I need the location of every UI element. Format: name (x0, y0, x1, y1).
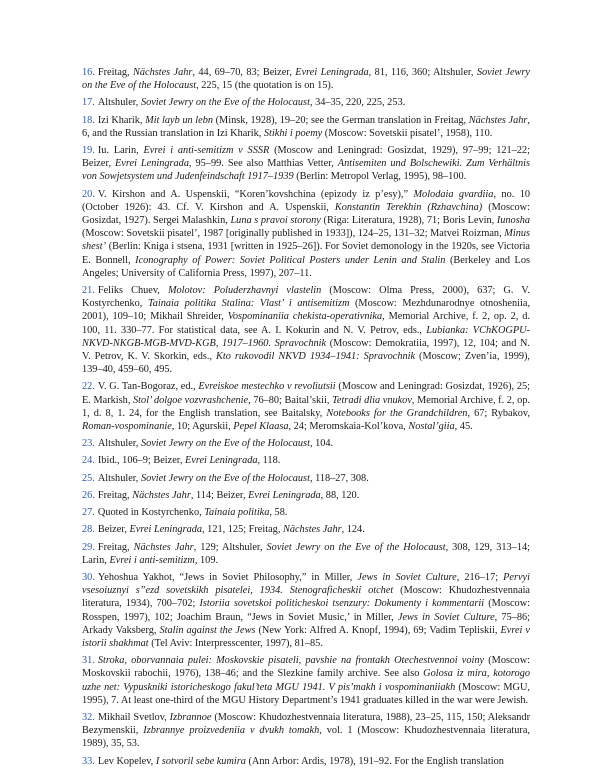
endnote-title-italic: Roman-vospominanie (82, 421, 172, 433)
endnote-text: , 308, 129, 313–14; Larin, (82, 541, 530, 566)
endnote (82, 489, 530, 502)
endnote-text: , 34–35, 220, 225, 253. (309, 97, 406, 109)
endnote-text: , 124. (341, 524, 365, 536)
endnotes-page (82, 66, 530, 772)
endnote-text: , 6, and the Russian translation in Izi Kharik, (82, 114, 530, 139)
endnote-number[interactable]: 21. (82, 285, 95, 297)
endnote-text: Altshuler, (97, 472, 141, 484)
endnote-text: (Moscow: Sovetskii pisatel’, 1958), 110. (322, 127, 493, 139)
endnote-text: , 216–17; (456, 571, 504, 583)
endnote-number[interactable]: 26. (82, 489, 95, 501)
endnote-title-italic: Tainaia politika (204, 507, 270, 519)
endnote (82, 188, 530, 280)
endnote-number[interactable]: 30. (82, 571, 95, 583)
endnote-title-italic: Molotov: Poluderzhavnyi vlastelin (167, 285, 322, 297)
endnote-title-italic: Stroka, oborvannaia pulei: Moskovskie pisateli, pavshie na frontakh Otechestvennoi voiny (97, 655, 485, 667)
endnote (82, 523, 530, 536)
endnote-title-italic: Kto rukovodil NKVD 1934–1941: Spravochnik (216, 351, 416, 363)
endnote-number[interactable]: 33. (82, 755, 95, 767)
endnote-title-italic: Iunosha (496, 215, 531, 227)
endnote-text: Izi Kharik, (97, 114, 146, 126)
endnote (82, 66, 530, 92)
endnote-text: , 109. (194, 554, 219, 566)
endnote-text: , 81, 116, 360; Altshuler, (368, 67, 477, 78)
endnote-text: , 225, 15 (the quotation is on 15). (196, 80, 334, 92)
endnote-text: Feliks Chuev, (97, 285, 168, 297)
endnote-text: (Moscow: Moskovskii rabochii, 1976), 138–46; and the Slezkine family archive. See also (82, 655, 530, 680)
endnote-title-italic: Tetradi dlia vnukov (332, 394, 412, 406)
endnote-number[interactable]: 22. (82, 381, 95, 393)
endnote-text: V. G. Tan-Bogoraz, ed., (97, 381, 199, 393)
endnote (82, 654, 530, 707)
endnote-text: , 114; Beizer, (190, 489, 249, 501)
endnote (82, 454, 530, 467)
endnote (82, 284, 530, 376)
endnote-title-italic: Golosa iz mira, kotorogo uzhe net: Vypuskniki istoricheskogo fakul’teta MGU 1941. V pis’makh i vospominaniiakh (82, 668, 531, 693)
endnote-text: (Berlin: Metropol Verlag, 1995), 98–100. (293, 171, 467, 183)
endnote-title-italic: Notebooks for the Grandchildren (326, 407, 468, 419)
endnote-text: Quoted in Kostyrchenko, (97, 507, 205, 519)
endnote-title-italic: Evrei Leningrada (115, 158, 189, 170)
endnote-text: (Riga: Literatura, 1928), 71; Boris Levin, (320, 215, 497, 227)
endnote-text: (Moscow: Olma Press, 2000), 637; G. V. Kostyrchenko, (82, 285, 530, 310)
endnote-text: (Minsk, 1928), 19–20; see the German translation in Freitag, (213, 114, 469, 126)
endnote-text: (Moscow: Rosspen, 1997), 102; Joachim Braun, “Jews in Soviet Music,’ in Miller, (82, 598, 530, 623)
endnote-title-italic: Soviet Jewry on the Eve of the Holocaust (140, 438, 310, 450)
endnote-text: Mikhail Svetlov, (97, 711, 170, 723)
endnote-text: Freitag, (97, 541, 134, 553)
endnote-title-italic: Stikhi i poemy (263, 127, 323, 139)
endnote (82, 711, 530, 751)
endnote-title-italic: Soviet Jewry on the Eve of the Holocaust (140, 97, 310, 109)
endnote-text: (Moscow: MGU, 1995), 7. At least one-third of the MGU History Department’s 1941 graduates killed in the war were Jewish. (82, 681, 530, 706)
endnote-text: (Moscow: Sovetskii pisatel’, 1987 [originally published in 1933]), 124–25, 131–32; Matvei Roizman, (82, 228, 505, 240)
endnote-text: , 118. (257, 455, 281, 467)
endnote-title-italic: Nächstes Jahr (132, 489, 191, 501)
endnote-title-italic: Mit layb un lebn (145, 114, 214, 126)
endnote-number[interactable]: 17. (82, 97, 95, 109)
endnote-title-italic: Izbrannoe (169, 711, 212, 723)
endnote-text: (Moscow and Leningrad: Gosizdat, 1929), 97–99; 121–22; Beizer, (82, 145, 530, 170)
endnote-title-italic: I sotvoril sebe kumira (155, 755, 246, 767)
endnote-text: Altshuler, (97, 438, 141, 450)
endnote-title-italic: Evrei Leningrada (129, 524, 203, 536)
endnote-text: Lev Kopelev, (97, 755, 156, 767)
endnote-number[interactable]: 24. (82, 455, 95, 467)
endnote-text: , 95–99. See also Matthias Vetter, (188, 158, 338, 170)
endnote (82, 541, 530, 567)
endnote (82, 437, 530, 450)
endnote-text: , Memorial Archive, f. 2, op. 2, d. 100, 11. 330–77. For statistical data, see A. I. Kokurin and N. V. Petrov, eds., (82, 311, 531, 336)
endnote-text: (Berkeley and Los Angeles; University of California Press, 1997), 207–11. (82, 254, 530, 279)
endnote-title-italic: Minus shest’ (82, 228, 530, 253)
endnote-text: , 24; Meromskaia-Kol’kova, (288, 421, 409, 433)
endnote-title-italic: Istoriia sovetskoi politicheskoi tsenzury: Dokumenty i kommentarii (199, 598, 485, 610)
endnote-number[interactable]: 28. (82, 524, 95, 536)
endnote-title-italic: Antisemiten und Bolschewiki. Zum Verhältnis von Sowjetsystem und Judenfeindschaft 1917–1939 (82, 158, 530, 183)
endnote-text: , 67; Rybakov, (467, 407, 530, 419)
endnote-title-italic: Nächstes Jahr (282, 524, 342, 536)
endnote-title-italic: Evreiskoe mestechko v revoliutsii (198, 381, 336, 393)
endnote-title-italic: Konstantin Terekhin (Rzhavchina) (334, 201, 483, 213)
endnote-text: (Tel Aviv: Interpresscenter, 1997), 81–85. (148, 637, 323, 649)
endnote-text: , 45. (454, 421, 473, 433)
endnote-text: , 121, 125; Freitag, (202, 524, 283, 536)
endnote-text: , 44, 69–70, 83; Beizer, (192, 67, 296, 78)
endnote-text: (Moscow and Leningrad: Gosizdat, 1926), 25; E. Markish, (82, 381, 530, 406)
endnote (82, 472, 530, 485)
endnote-text: V. Kirshon and A. Uspenskii, “Koren’kovshchina (epizody iz p’esy),” (97, 188, 414, 200)
endnote-text: , 75–86; Arkady Vaksberg, (82, 611, 530, 636)
endnote-title-italic: Molodaia gvardiia (413, 188, 494, 200)
endnote-text: Ibid., 106–9; Beizer, (97, 455, 185, 467)
endnote (82, 380, 530, 433)
endnote-number[interactable]: 29. (82, 541, 95, 553)
endnote-text: , vol. 1 (Moscow: Khudozhestvennaia literatura, 1989), 35, 53. (82, 725, 530, 750)
endnote-text: (Moscow: Gosizdat, 1927). Sergei Malashkin, (82, 201, 530, 227)
endnote-title-italic: Jews in Soviet Culture (397, 611, 495, 623)
endnote-text: (Moscow: Demokratiia, 1997), 12, 104; and N. V. Petrov, K. V. Skorkin, eds., (82, 337, 530, 363)
endnote-text: (Moscow; Zven’ia, 1999), 139–40, 459–60, 495. (82, 351, 530, 376)
endnote-title-italic: Evrei Leningrada (295, 67, 369, 78)
endnote-text: , no. 10 (October 1926): 43. Cf. V. Kirshon and A. Uspenskii, (82, 188, 530, 213)
endnote-title-italic: Pervyi vsesoiuznyi s”ezd sovetskikh pisatelei, 1934. Stenograficheskii otchet (82, 571, 530, 597)
endnote-title-italic: Evrei i anti-semitizm v SSSR (143, 145, 270, 157)
endnote (82, 506, 530, 519)
endnote-title-italic: Nächstes Jahr (133, 541, 194, 553)
endnote-text: (Moscow: Khudozhestvennaia literatura, 1934), 700–702; (82, 585, 530, 610)
endnote-text: (Moscow: Khudozhestvennaia literatura, 1988), 23–25, 115, 150; Aleksandr Bezymenskii, (82, 711, 530, 737)
endnote-text: Beizer, (97, 524, 130, 536)
endnote-text: Freitag, (97, 489, 133, 501)
endnote-title-italic: Soviet Jewry on the Eve of the Holocaust (266, 541, 446, 553)
endnote-title-italic: Tainaia politika Stalina: Vlast’ i antisemitizm (147, 298, 350, 310)
endnote-text: , 129; Altshuler, (193, 541, 267, 553)
endnote-number[interactable]: 27. (82, 507, 95, 519)
endnote-number[interactable]: 31. (82, 655, 95, 667)
endnote-title-italic: Nächstes Jahr (133, 67, 193, 78)
endnote (82, 114, 530, 140)
endnote-text: , 88, 120. (320, 489, 360, 501)
endnote-title-italic: Jews in Soviet Culture (357, 571, 457, 583)
endnote-number[interactable]: 16. (82, 67, 95, 78)
endnote-number[interactable]: 32. (82, 711, 95, 723)
endnote-title-italic: Evrei v istorii shakhmat (82, 624, 530, 649)
endnote-text: (Moscow: Mezhdunarodnye otnosheniia, 2001), 109–10; Mikhail Shreider, (82, 298, 531, 323)
endnote-title-italic: Iconography of Power: Soviet Political Posters under Lenin and Stalin (135, 254, 446, 266)
endnote-title-italic: Vospominaniia chekista-operativnika (227, 311, 383, 323)
endnote-text: , 104. (309, 438, 334, 450)
endnote-number[interactable]: 18. (82, 114, 95, 126)
endnote-title-italic: Lubianka: VChKOGPU-NKVD-NKGB-MGB-MVD-KGB, 1917–1960. Spravochnik (82, 324, 530, 349)
endnote-text: , Memorial Archive, f. 2, op. 1, d. 8, 1. 24, for the English translation, see Baitalsky, (82, 394, 531, 419)
endnote-title-italic: Luna s pravoi storony (230, 215, 321, 227)
endnote-number[interactable]: 19. (82, 145, 95, 157)
endnote (82, 571, 530, 650)
endnote-title-italic: Nostal’giia (408, 421, 455, 433)
endnote-text: , 58. (269, 507, 288, 519)
endnote-text: , 10; Agurskii, (171, 421, 234, 433)
endnote-text: , 118–27, 308. (309, 472, 369, 484)
endnote-text: Altshuler, (97, 97, 141, 109)
endnote-title-italic: Nächstes Jahr (468, 114, 528, 126)
endnote-text: (Ann Arbor: Ardis, 1978), 191–92. For the English translation (245, 755, 504, 767)
endnote-text: (New York: Alfred A. Knopf, 1994), 69; Vadim Tepliskii, (255, 624, 501, 636)
endnote-number[interactable]: 20. (82, 188, 95, 200)
endnote-title-italic: Izbrannye proizvedeniia v dvukh tomakh (143, 725, 320, 737)
endnote-title-italic: Soviet Jewry on the Eve of the Holocaust (140, 472, 310, 484)
endnote-title-italic: Evrei Leningrada (184, 455, 258, 467)
endnote (82, 144, 530, 184)
endnote-number[interactable]: 25. (82, 472, 95, 484)
endnote-text: (Berlin: Kniga i stsena, 1931 [written in 1925–26]). For Soviet demonology in the 1920s, see Victoria E. Bonnell, (82, 241, 530, 266)
endnote (82, 96, 530, 109)
endnote-text: Freitag, (97, 67, 133, 78)
endnote-text: Iu. Larin, (97, 145, 144, 157)
endnote-title-italic: Pepel Klaasa (233, 421, 289, 433)
endnote-text: , 76–80; Baital’skii, (248, 394, 333, 406)
endnote-title-italic: Stol’ dolgoe vozvrashchenie (133, 394, 249, 406)
endnote-title-italic: Stalin against the Jews (159, 624, 256, 636)
endnote-title-italic: Evrei i anti-semitizm (109, 554, 195, 566)
endnote-title-italic: Evrei Leningrada (248, 489, 321, 501)
endnote-number[interactable]: 23. (82, 438, 95, 450)
endnote-title-italic: Soviet Jewry on the Eve of the Holocaust (82, 67, 530, 92)
endnote-text: Yehoshua Yakhot, “Jews in Soviet Philosophy,” in Miller, (97, 571, 358, 583)
endnote (82, 755, 530, 768)
